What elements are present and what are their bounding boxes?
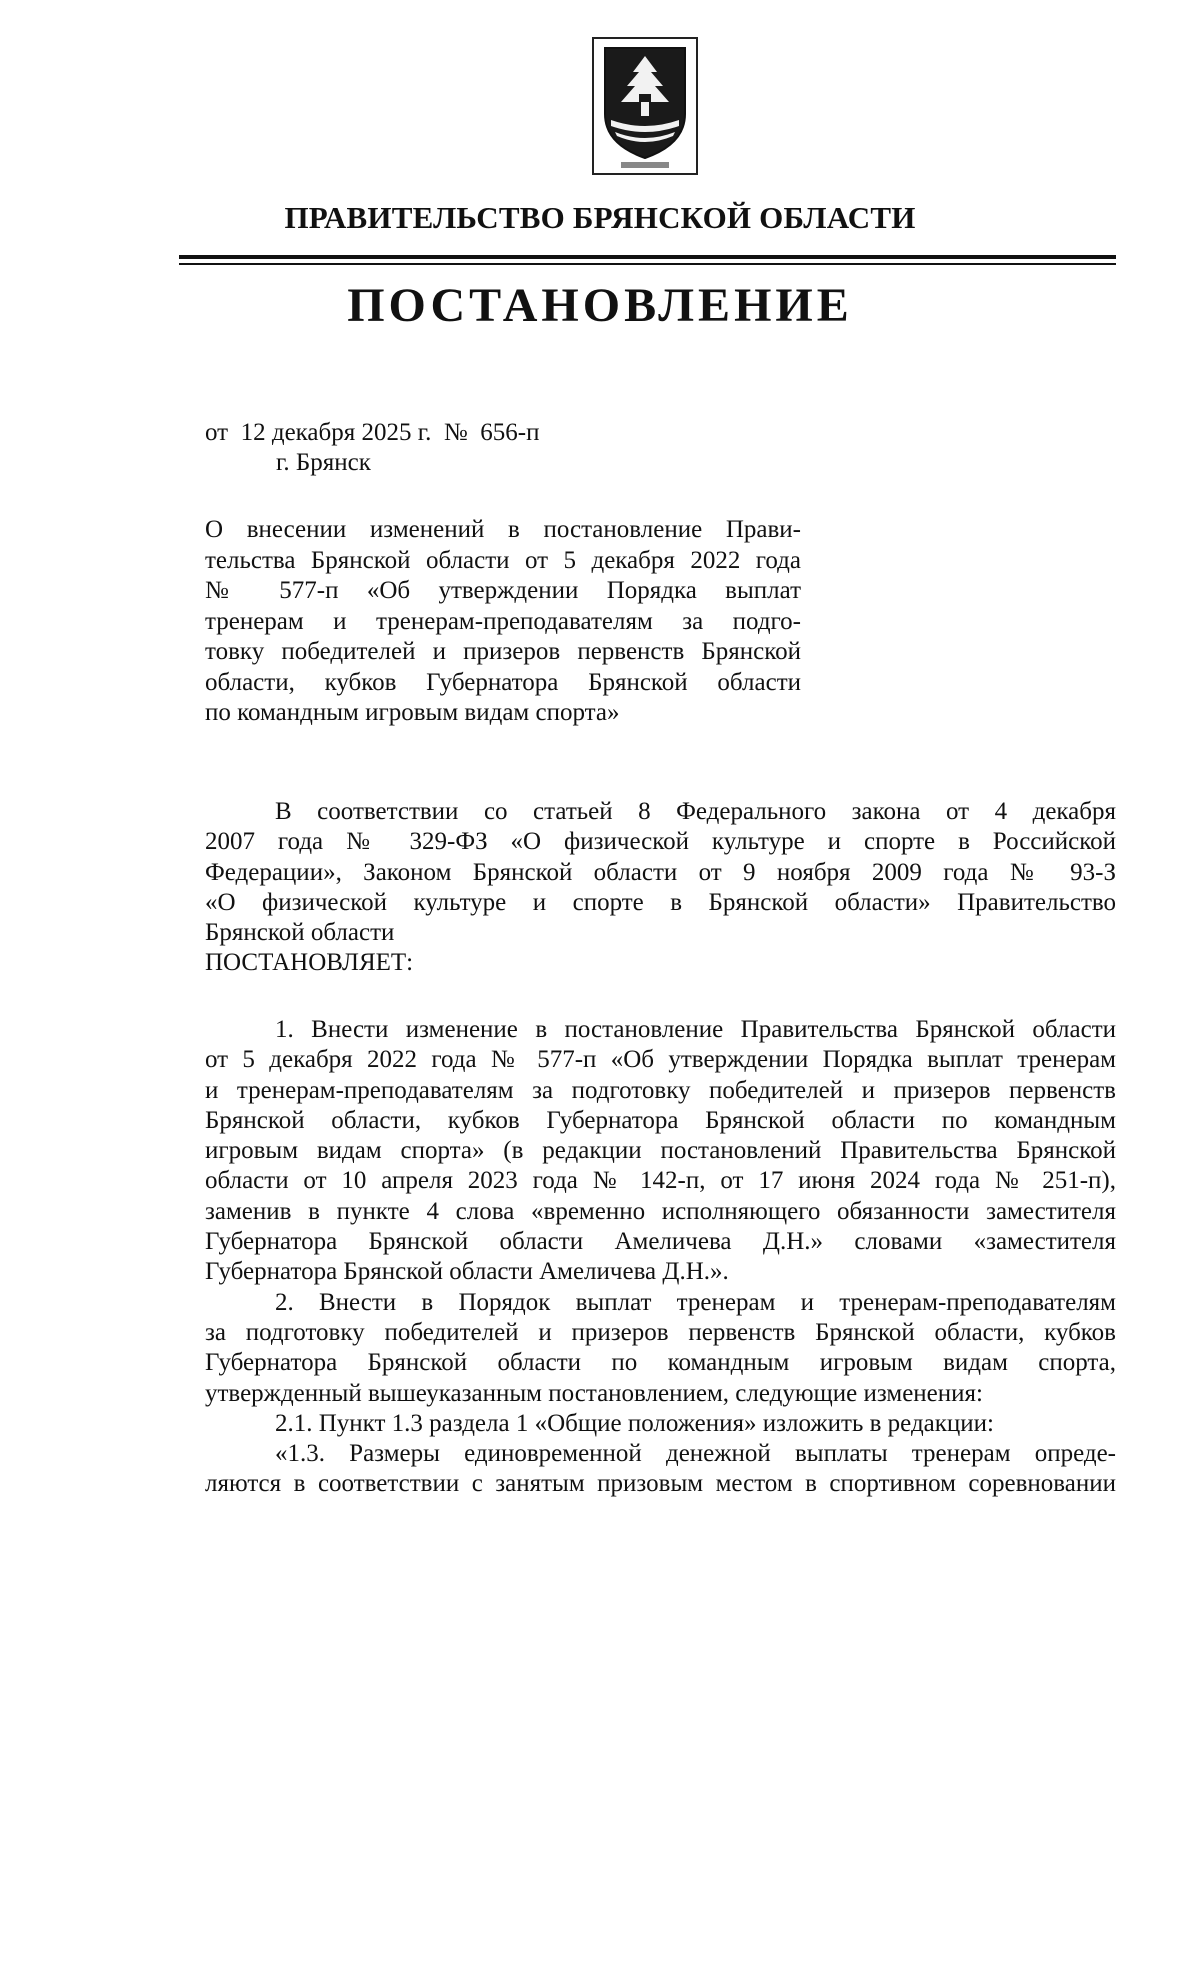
body-line: заменив в пункте 4 слова «временно исполняющего обязанности заместителя [205,1197,1116,1225]
subject-line: О внесении изменений в постановление Прави- [205,516,801,543]
body-line: 2007 года № 329-ФЗ «О физической культуре и спорте в Российской [205,828,1116,856]
city: г. Брянск [276,449,371,476]
body-line: «1.3. Размеры единовременной денежной выплаты тренерам опреде- [275,1440,1116,1468]
body-line: утвержденный вышеуказанным постановлением, следующие изменения: [205,1379,983,1407]
body-line: 2. Внести в Порядок выплат тренерам и тренерам-преподавателям [275,1288,1116,1316]
body-line: 2.1. Пункт 1.3 раздела 1 «Общие положения» изложить в редакции: [275,1409,994,1437]
subject-line: области, кубков Губернатора Брянской области [205,668,801,696]
body-line: Губернатора Брянской области Амеличева Д.Н.». [205,1258,729,1286]
resolves-heading: ПОСТАНОВЛЯЕТ: [205,949,414,977]
body-line: и тренерам-преподавателям за подготовку победителей и призеров первенств [205,1076,1116,1104]
body-line: «О физической культуре и спорте в Брянской области» Правительство [205,888,1116,916]
date-and-number: от 12 декабря 2025 г. № 656-п [205,419,540,446]
body-line: игровым видам спорта» (в редакции постановлений Правительства Брянской [205,1137,1116,1165]
body-line: области от 10 апреля 2023 года № 142-п, от 17 июня 2024 года № 251-п), [205,1167,1116,1195]
body-line: В соответствии со статьей 8 Федерального закона от 4 декабря [275,798,1116,825]
body-line: Брянской области, кубков Губернатора Брянской области по командным [205,1106,1116,1134]
body-line: ляются в соответствии с занятым призовым местом в спортивном соревновании [205,1470,1116,1498]
subject-line: товку победителей и призеров первенств Брянской [205,638,801,665]
document-subject [205,515,801,729]
subject-line: № 577-п «Об утверждении Порядка выплат [205,577,801,604]
header-rule-thin [179,263,1116,265]
body-line: Губернатора Брянской области по командным игровым видам спорта, [205,1349,1116,1377]
preamble-paragraph [205,797,1116,979]
body-line: 1. Внести изменение в постановление Правительства Брянской области [275,1016,1116,1043]
body-line: Губернатора Брянской области Амеличева Д.Н.» словами «заместителя [205,1228,1116,1256]
document-meta [205,418,540,478]
subject-line: тренерам и тренерам-преподавателям за подго- [205,607,801,635]
body-line: Брянской области [205,919,395,947]
body-line: от 5 декабря 2022 года № 577-п «Об утверждении Порядка выплат тренерам [205,1046,1116,1074]
header-rule-thick [179,255,1116,259]
subject-line: по командным игровым видам спорта» [205,699,620,726]
main-text [205,1015,1116,1500]
subject-line: тельства Брянской области от 5 декабря 2022 года [205,546,801,574]
body-line: за подготовку победителей и призеров первенств Брянской области, кубков [205,1318,1116,1346]
coat-of-arms-emblem [591,36,699,176]
organization-name: ПРАВИТЕЛЬСТВО БРЯНСКОЙ ОБЛАСТИ [284,200,916,235]
document-type-title: ПОСТАНОВЛЕНИЕ [347,279,853,332]
body-line: Федерации», Законом Брянской области от 9 ноября 2009 года № 93-З [205,858,1116,886]
